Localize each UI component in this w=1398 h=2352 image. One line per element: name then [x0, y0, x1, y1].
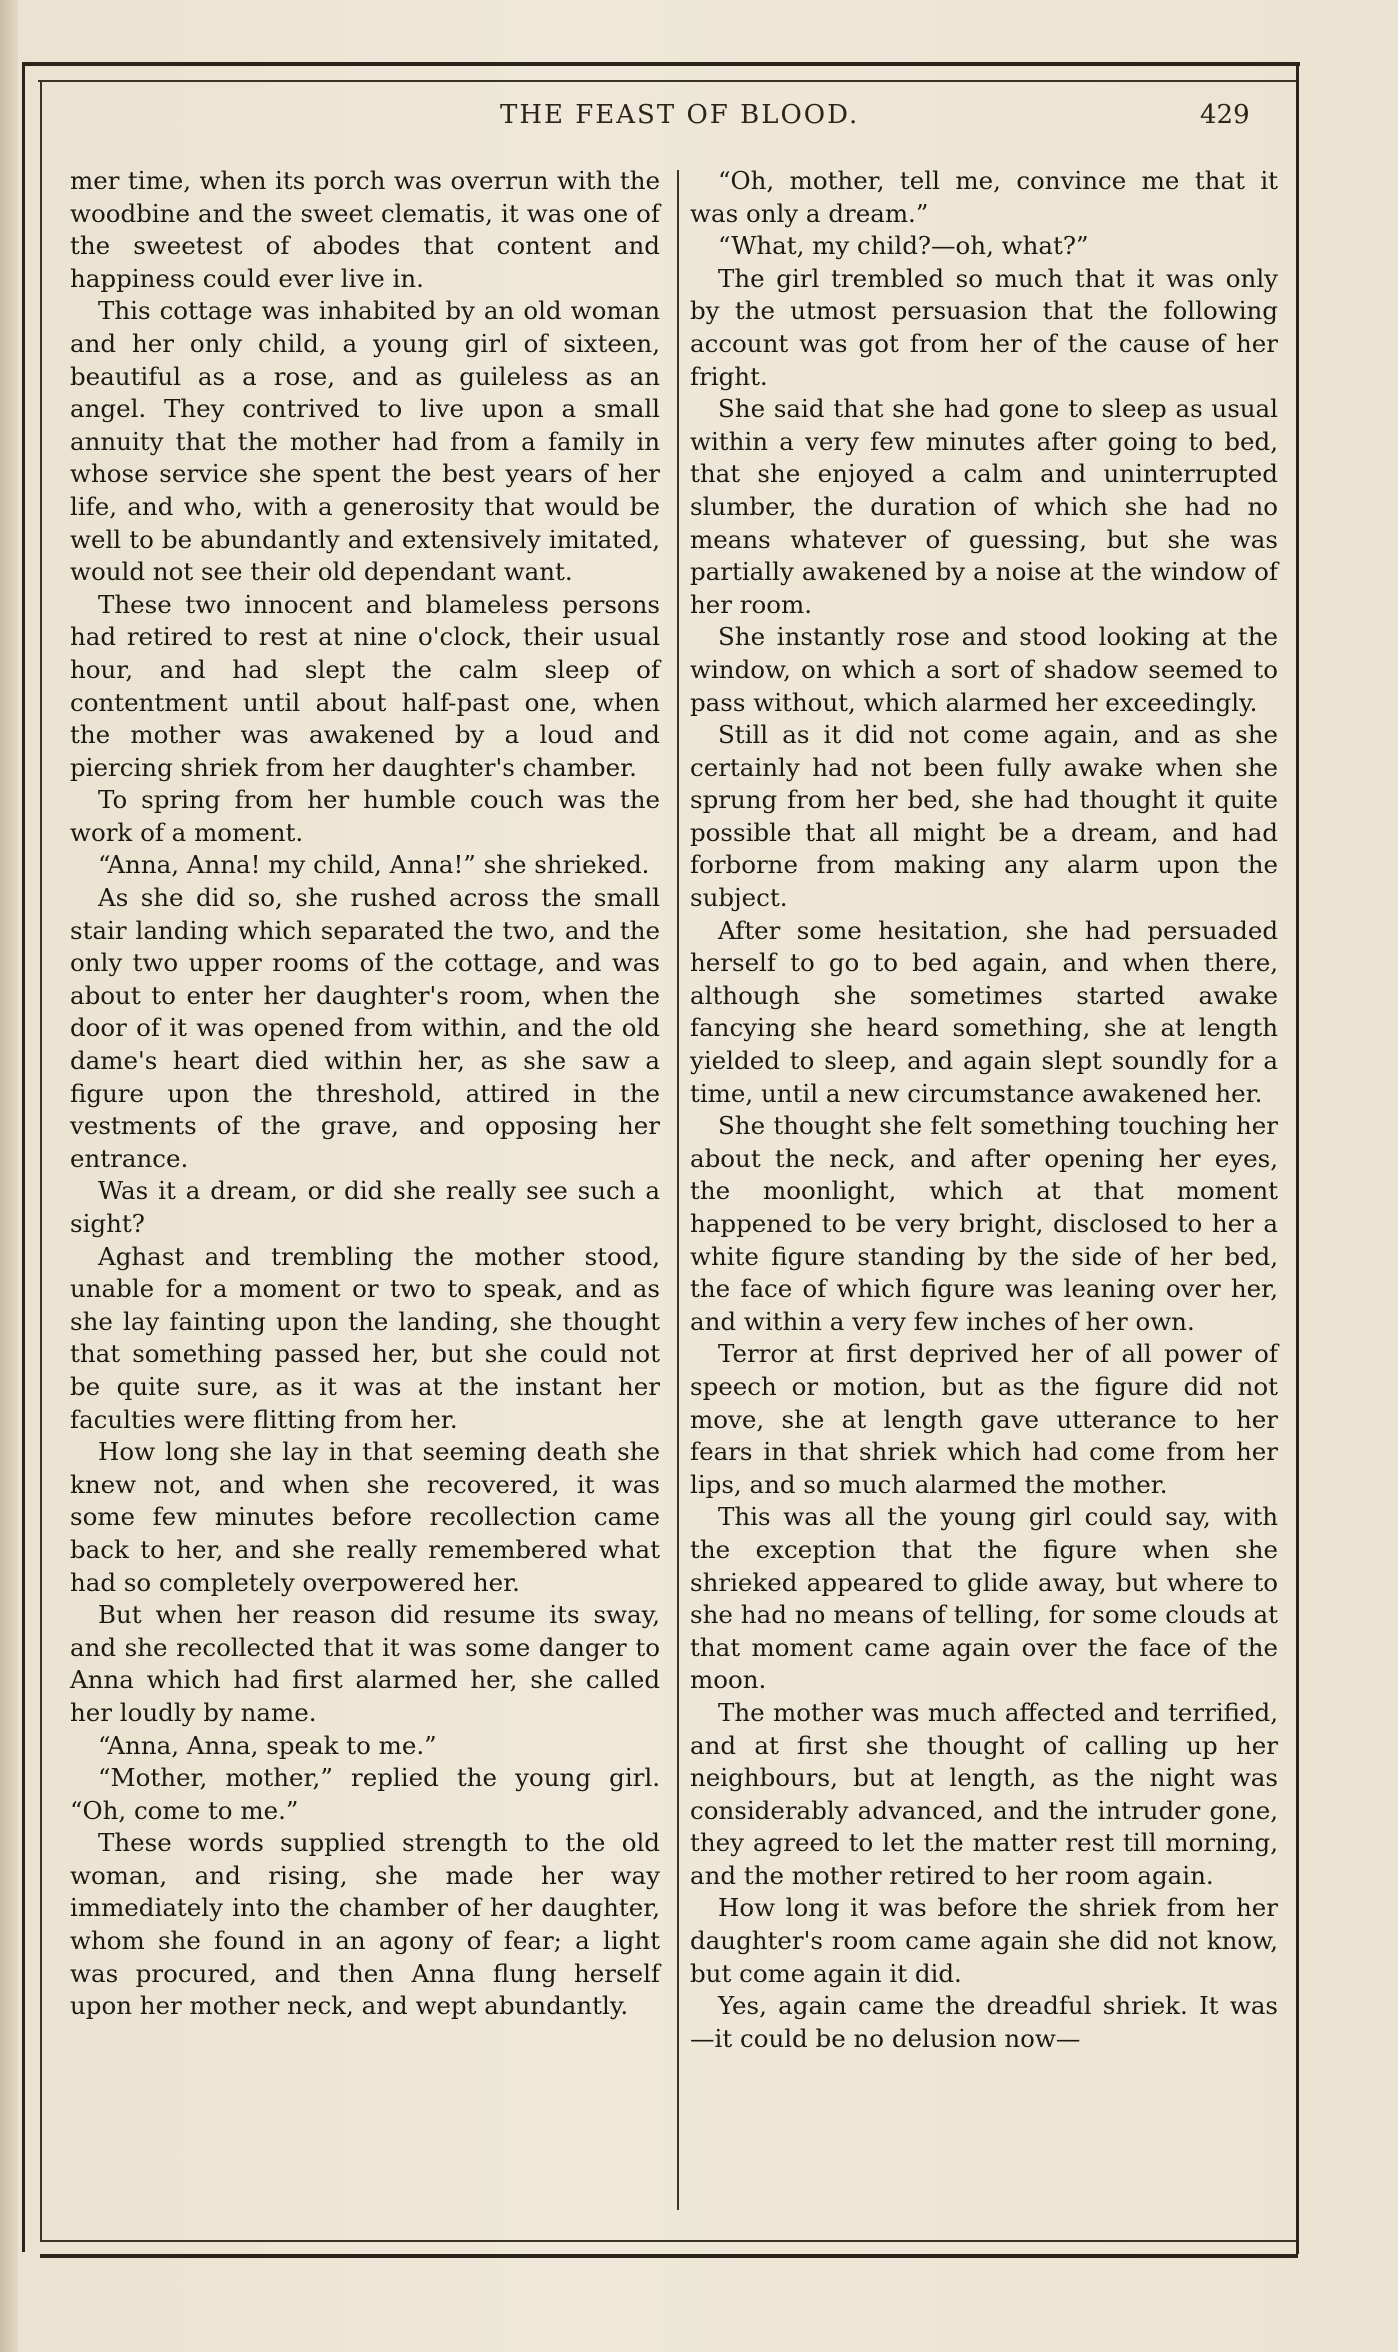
right-text-column: [690, 165, 1278, 2055]
paragraph: After some hesitation, she had persuaded herself to go to bed again, and when there, although she sometimes started awake fancying she heard something, she at length yielded to sleep, and again slept soundly for a time, until a new circumstance awakened her.: [690, 915, 1278, 1108]
paragraph: Was it a dream, or did she really see such a sight?: [70, 1176, 660, 1238]
paragraph: To spring from her humble couch was the work of a moment.: [70, 785, 660, 847]
paragraph: She thought she felt something touching her about the neck, and after opening her eyes, the moonlight, which at that moment happened to be very bright, disclosed to her a white figure standing by the side of her bed, the face of which figure was leaning over her, and within a very few inches of her own.: [690, 1111, 1278, 1336]
left-border-rule: [22, 62, 25, 2252]
paragraph: Aghast and trembling the mother stood, unable for a moment or two to speak, and as she lay fainting upon the landing, she thought that something passed her, but she could not be quite sure, as it was at the instant her faculties were flitting from her.: [70, 1241, 660, 1434]
paragraph: Still as it did not come again, and as she certainly had not been fully awake when she sprung from her bed, she had thought it quite possible that all might be a dream, and had forborne from making any alarm upon the subject.: [690, 720, 1278, 913]
paragraph: This cottage was inhabited by an old woman and her only child, a young girl of sixteen, beautiful as a rose, and as guileless as an angel. They contrived to live upon a small annuity that the mother had from a family in whose service she spent the best years of her life, and who, with a generosity that would be well to be abundantly and extensively imitated, would not see their old dependant want.: [70, 296, 660, 587]
bottom-inner-rule: [40, 2240, 1296, 2242]
paragraph: “Anna, Anna! my child, Anna!” she shrieked.: [98, 850, 650, 880]
running-title: THE FEAST OF BLOOD.: [500, 100, 860, 130]
page-number: 429: [1200, 100, 1250, 130]
column-divider: [677, 170, 679, 2210]
paragraph: mer time, when its porch was overrun with the woodbine and the sweet clematis, it was one of the sweetest of abodes that content and happiness could ever live in.: [70, 166, 660, 293]
top-inner-rule: [38, 80, 1296, 82]
paragraph: These words supplied strength to the old woman, and rising, she made her way immediately into the chamber of her daughter, whom she found in an agony of fear; a light was procured, and then Anna flung herself upon her mother neck, and wept abundantly.: [70, 1828, 660, 2021]
page-gutter: [0, 0, 18, 2352]
paragraph: Terror at first deprived her of all power of speech or motion, but as the figure did not move, she at length gave utterance to her fears in that shriek which had come from her lips, and so much alarmed the mother.: [690, 1339, 1278, 1499]
paragraph: But when her reason did resume its sway, and she recollected that it was some danger to Anna which had first alarmed her, she called her loudly by name.: [70, 1600, 660, 1727]
paragraph: “Anna, Anna, speak to me.”: [98, 1730, 437, 1760]
top-border-rule: [22, 62, 1300, 66]
bottom-border-rule: [40, 2254, 1298, 2258]
paragraph: She instantly rose and stood looking at the window, on which a sort of shadow seemed to pass without, which alarmed her exceedingly.: [690, 622, 1278, 717]
paragraph: Yes, again came the dreadful shriek. It was—it could be no delusion now—: [690, 1991, 1278, 2053]
paragraph: This was all the young girl could say, with the exception that the figure when she shrieked appeared to glide away, but where to she had no means of telling, for some clouds at that moment came again over the face of the moon.: [690, 1502, 1278, 1695]
paragraph: As she did so, she rushed across the small stair landing which separated the two, and the only two upper rooms of the cottage, and was about to enter her daughter's room, when the door of it was opened from within, and the old dame's heart died within her, as she saw a figure upon the threshold, attired in the vestments of the grave, and opposing her entrance.: [70, 883, 660, 1173]
paragraph: How long it was before the shriek from her daughter's room came again she did not know, but come again it did.: [690, 1893, 1278, 1988]
paragraph: The mother was much affected and terrified, and at first she thought of calling up her neighbours, but at length, as the night was considerably advanced, and the intruder gone, they agreed to let the matter rest till morning, and the mother retired to her room again.: [690, 1697, 1278, 1890]
paragraph: “Mother, mother,” replied the young girl. “Oh, come to me.”: [70, 1763, 660, 1825]
right-border-rule: [1296, 64, 1299, 2254]
paragraph: The girl trembled so much that it was only by the utmost persuasion that the following account was got from her of the cause of her fright.: [690, 263, 1278, 391]
paragraph: How long she lay in that seeming death she knew not, and when she recovered, it was some few minutes before recollection came back to her, and she really remembered what had so completely overpowered her.: [70, 1437, 660, 1597]
paragraph: She said that she had gone to sleep as usual within a very few minutes after going to bed, that she enjoyed a calm and uninterrupted slumber, the duration of which she had no means whatever of guessing, but she was partially awakened by a noise at the window of her room.: [690, 394, 1278, 619]
paragraph: “Oh, mother, tell me, convince me that it was only a dream.”: [690, 166, 1278, 228]
left-text-column: [70, 165, 660, 2023]
left-inner-rule: [40, 80, 42, 2240]
paragraph: “What, my child?—oh, what?”: [718, 231, 1089, 261]
paragraph: These two innocent and blameless persons had retired to rest at nine o'clock, their usual hour, and had slept the calm sleep of contentment until about half-past one, when the mother was awakened by a loud and piercing shriek from her daughter's chamber.: [70, 589, 660, 782]
